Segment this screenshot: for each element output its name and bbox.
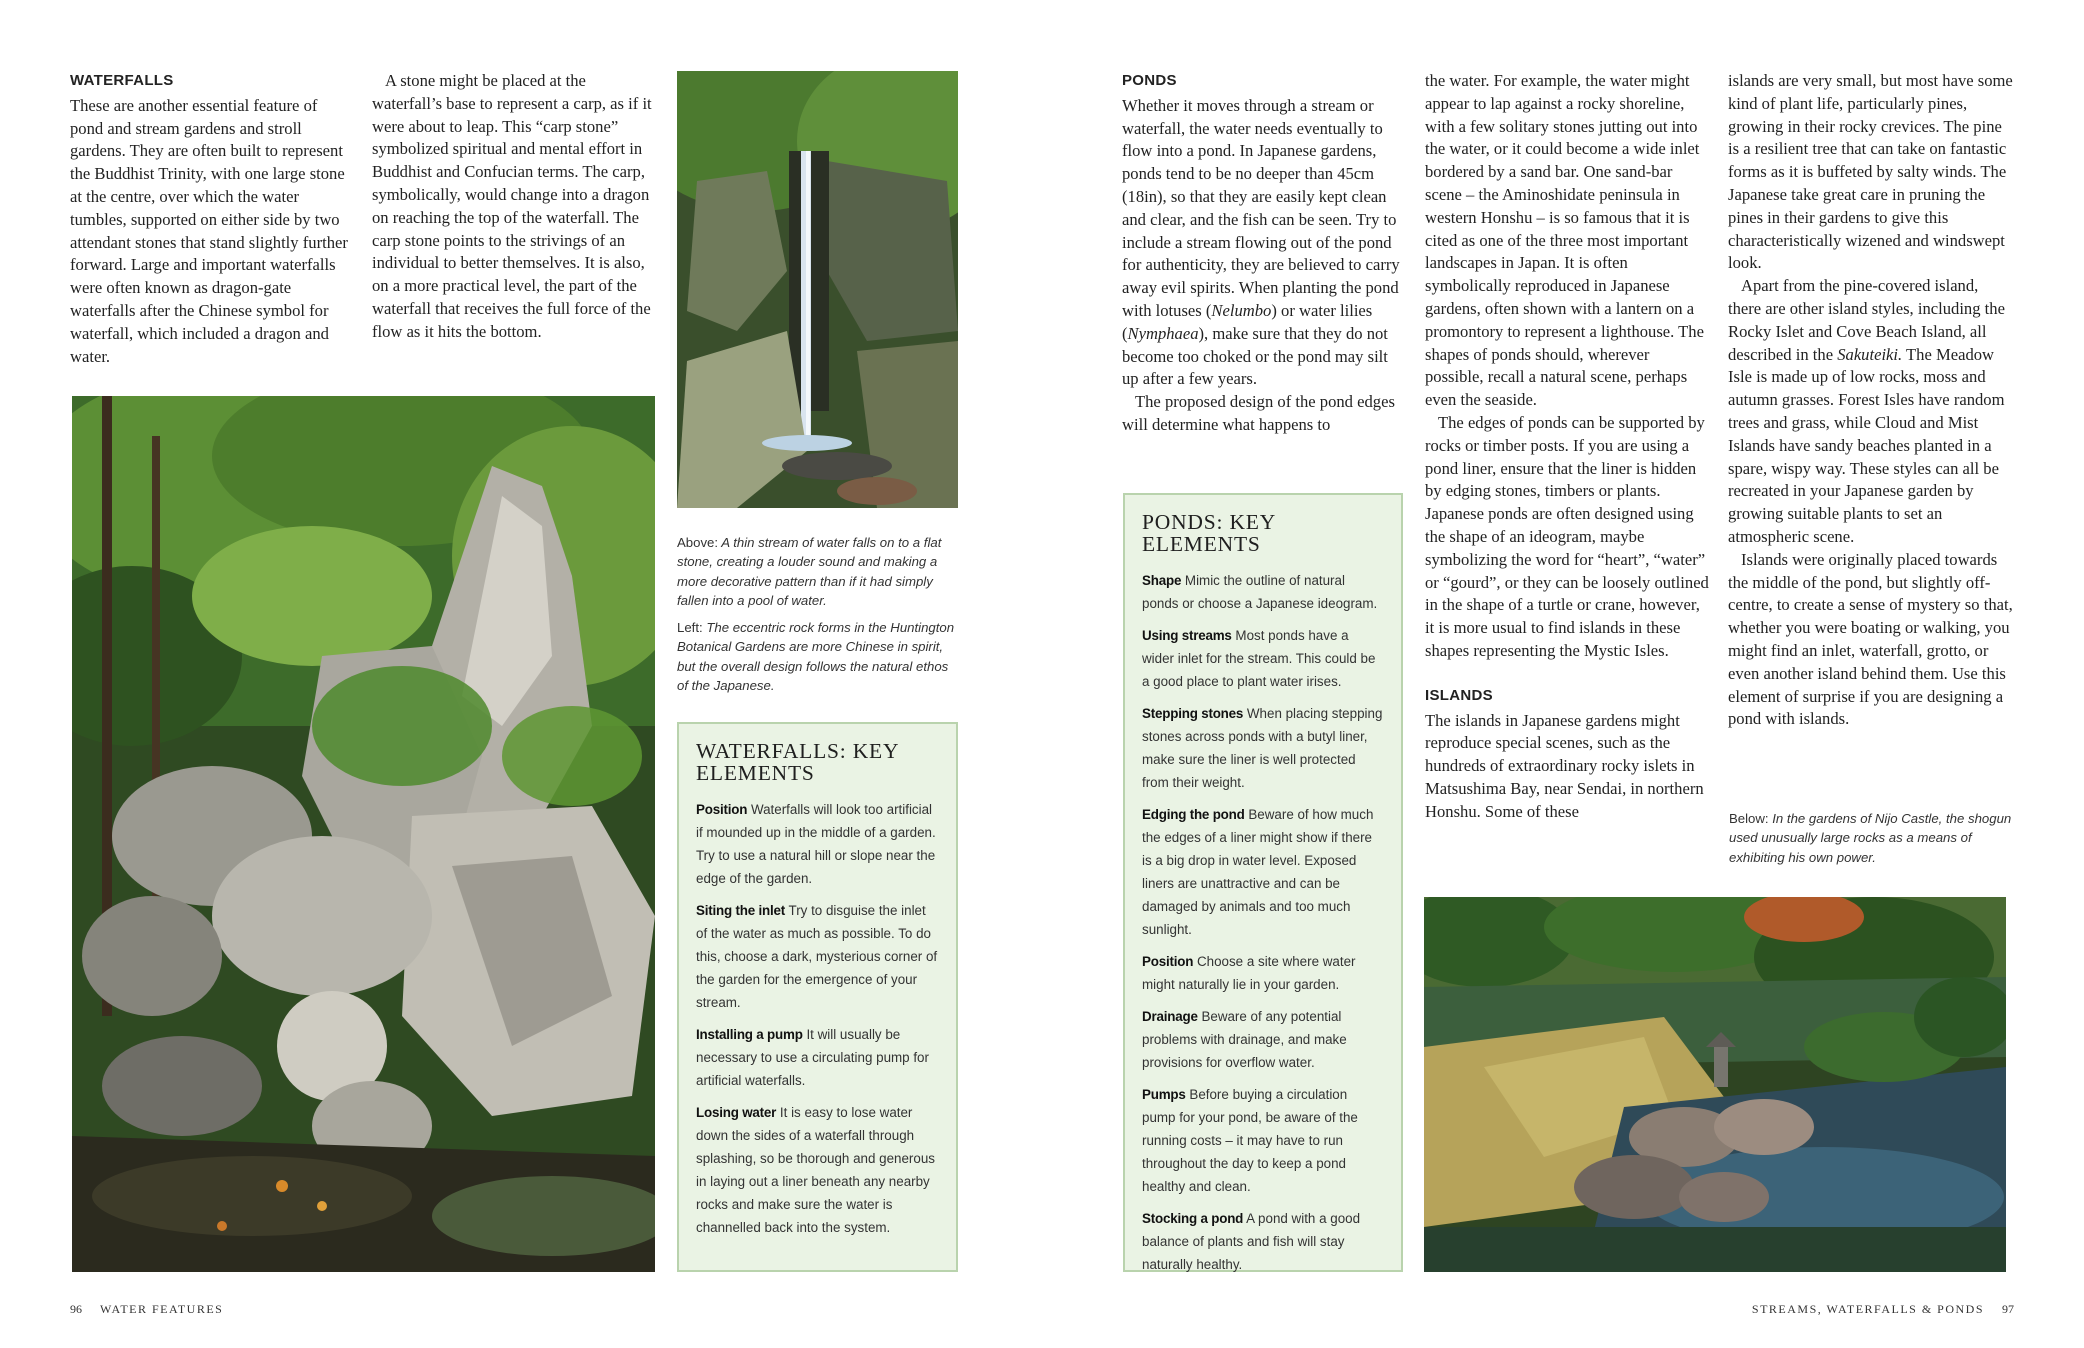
waterfalls-key-item bbox=[696, 798, 939, 890]
key-item-text: Before buying a circulation pump for your pond, be aware of the running costs – it may have to run throughout the day to keep a pond healthy and clean. bbox=[1142, 1087, 1358, 1194]
ponds-text: ) or water lilies ( bbox=[1122, 300, 1373, 343]
key-item-label: Pumps bbox=[1142, 1087, 1186, 1102]
ponds-column-1 bbox=[1122, 70, 1408, 437]
waterfalls-paragraph-2: A stone might be placed at the waterfall’s base to represent a carp, as if it were about to leap. This “carp stone” symbolized spiritual and mental effort in Buddhist and Confucian terms. The carp, symbolically, would change into a dragon on reaching the top of the waterfall. The carp stone points to the strivings of an individual to better themselves. It is also, on a more practical level, the part of the waterfall that receives the full force of the flow as it hits the bottom. bbox=[372, 71, 652, 341]
key-item-label: Position bbox=[1142, 954, 1194, 969]
ponds-box-title bbox=[1142, 511, 1384, 555]
ponds-key-item bbox=[1142, 950, 1384, 996]
waterfalls-key-item bbox=[696, 1023, 939, 1092]
ponds-key-elements-box bbox=[1123, 493, 1403, 1272]
islands-text: Apart from the pine-covered island, there are other island styles, including the Rocky Islet and Cove Beach Island, all described in the bbox=[1728, 276, 2005, 364]
key-item-text: A pond with a good balance of plants and fish will stay naturally healthy. bbox=[1142, 1211, 1361, 1272]
waterfalls-key-item bbox=[696, 1101, 939, 1239]
key-item-label: Position bbox=[696, 802, 748, 817]
key-item-label: Installing a pump bbox=[696, 1027, 803, 1042]
ponds-key-item bbox=[1142, 1207, 1384, 1276]
waterfalls-box-title-line-1: WATERFALLS: KEY bbox=[696, 739, 900, 763]
ponds-key-item bbox=[1142, 1005, 1384, 1074]
ponds-key-item bbox=[1142, 702, 1384, 794]
key-item-text: When placing stepping stones across ponds with a butyl liner, make sure the liner is well protected from their weight. bbox=[1142, 706, 1383, 790]
key-item-text: Most ponds have a wider inlet for the stream. This could be a good place to plant water irises. bbox=[1142, 628, 1376, 689]
caption-left-label: Left: bbox=[677, 620, 703, 636]
caption-left-text: The eccentric rock forms in the Huntington Botanical Gardens are more Chinese in spirit, but the overall design follows the natural ethos of the Japanese. bbox=[677, 620, 955, 694]
islands-text: The Meadow Isle is made up of low rocks, moss and autumn grasses. Forest Isles have random trees and grass, while Cloud and Mist Islands have sandy beaches planted in a spare, wispy way. These styles can all be recreated in your Japanese garden by growing suitable plants to set an atmospheric scene. bbox=[1728, 344, 2005, 546]
key-item-label: Stocking a pond bbox=[1142, 1211, 1244, 1226]
key-item-text: Try to disguise the inlet of the water as much as possible. To do this, choose a dark, mysterious corner of the garden for the emergence of your stream. bbox=[696, 903, 938, 1010]
ponds-paragraph-1 bbox=[1122, 95, 1408, 391]
waterfalls-heading: WATERFALLS bbox=[70, 72, 174, 89]
key-item-label: Drainage bbox=[1142, 1009, 1198, 1024]
caption-below-text: In the gardens of Nijo Castle, the shogun used unusually large rocks as a means of exhibiting his own power. bbox=[1729, 811, 2012, 865]
key-item-text: Mimic the outline of natural ponds or choose a Japanese ideogram. bbox=[1142, 573, 1378, 611]
islands-heading: ISLANDS bbox=[1425, 686, 1493, 704]
ponds-text: Whether it moves through a stream or waterfall, the water needs eventually to flow into a pond. In Japanese gardens, ponds tend to be no deeper than 45cm (18in), so that they are easily kept clean and clear, and the fish can be seen. Try to include a stream flowing out of the pond for authenticity, they are believed to carry away evil spirits. When planting the pond with lotuses ( bbox=[1122, 95, 1400, 320]
thin-waterfall-photo bbox=[677, 71, 958, 508]
key-item-text: It will usually be necessary to use a circulating pump for artificial waterfalls. bbox=[696, 1027, 929, 1088]
caption-above-label: Above: bbox=[677, 535, 719, 550]
key-item-text: Beware of any potential problems with drainage, and make provisions for overflow water. bbox=[1142, 1009, 1347, 1070]
key-item-text: It is easy to lose water down the sides of a waterfall through splashing, so be thorough and generous in laying out a liner beneath any nearby rocks and make sure the water is channelled back into the system. bbox=[696, 1105, 935, 1235]
ponds-column-2 bbox=[1425, 70, 1710, 824]
ponds-italic-term: Nymphaea bbox=[1127, 323, 1199, 343]
waterfalls-column-1 bbox=[70, 70, 352, 368]
right-page-number: 97 bbox=[2002, 1302, 2014, 1316]
waterfalls-paragraph-1: These are another essential feature of pond and stream gardens and stroll gardens. They are often built to represent the Buddhist Trinity, with one large stone at the centre, over which the water tumbles, supported on either side by two attendant stones that stand slightly further forward. Large and important waterfalls were often known as dragon-gate waterfalls after the Chinese symbol for waterfall, which included a dragon and water. bbox=[70, 95, 348, 366]
ponds-box-title-line-1: PONDS: KEY bbox=[1142, 510, 1277, 534]
ponds-paragraph-4: The edges of ponds can be supported by rocks or timber posts. If you are using a pond liner, ensure that the liner is hidden by edging stones, timbers or plants. Japanese ponds are often designed using the shape of an ideogram, maybe symbolizing the word for “heart”, “water” or “gourd”, or they can be loosely outlined in the shape of a turtle or crane, however, it is more usual to find islands in these shapes representing the Mystic Isles. bbox=[1425, 412, 1709, 660]
key-item-label: Stepping stones bbox=[1142, 706, 1244, 721]
caption-above-text: A thin stream of water falls on to a flat stone, creating a louder sound and making a more decorative pattern than if it had simply fallen into a pool of water. bbox=[677, 535, 942, 608]
waterfalls-column-2 bbox=[372, 70, 654, 344]
ponds-box-title-line-2: ELEMENTS bbox=[1142, 532, 1261, 556]
islands-paragraph-3 bbox=[1728, 275, 2014, 549]
ponds-key-item bbox=[1142, 1083, 1384, 1198]
key-item-text: Choose a site where water might naturally lie in your garden. bbox=[1142, 954, 1356, 992]
key-item-label: Edging the pond bbox=[1142, 807, 1245, 822]
key-item-label: Losing water bbox=[696, 1105, 777, 1120]
islands-paragraph-4: Islands were originally placed towards the middle of the pond, but slightly off-centre, to create a sense of mystery so that, whether you were boating or walking, you might find an inlet, waterfall, grotto, or even another island behind them. Use this element of surprise if you are designing a pond with islands. bbox=[1728, 549, 2013, 729]
key-item-text: Beware of how much the edges of a liner might show if there is a big drop in water level. Exposed liners are unattractive and can be damaged by animals and too much sunlight. bbox=[1142, 807, 1374, 937]
ponds-key-item bbox=[1142, 803, 1384, 941]
islands-paragraph-1: The islands in Japanese gardens might reproduce special scenes, such as the hundreds of extraordinary rocky islets in Matsushima Bay, near Sendai, in northern Honshu. Some of these bbox=[1425, 710, 1704, 821]
ponds-italic-term: Nelumbo bbox=[1211, 300, 1272, 320]
key-item-label: Using streams bbox=[1142, 628, 1232, 643]
waterfalls-key-item bbox=[696, 899, 939, 1014]
huntington-rock-garden-photo bbox=[72, 396, 655, 1272]
islands-column-3 bbox=[1728, 70, 2014, 731]
left-running-head: WATER FEATURES bbox=[100, 1302, 224, 1316]
islands-paragraph-2: islands are very small, but most have some kind of plant life, particularly pines, growing in their rocky crevices. The pine is a resilient tree that can take on fantastic forms as it is buffeted by salty winds. The Japanese take great care in pruning the pines in their gardens to give this characteristically wizened and windswept look. bbox=[1728, 71, 2013, 273]
waterfalls-box-title-line-2: ELEMENTS bbox=[696, 761, 815, 785]
caption-below-label: Below: bbox=[1729, 811, 1769, 826]
waterfalls-box-title bbox=[696, 740, 939, 784]
caption-below bbox=[1729, 809, 2014, 875]
key-item-text: Waterfalls will look too artificial if mounded up in the middle of a garden. Try to use a natural hill or slope near the edge of the garden. bbox=[696, 802, 936, 886]
ponds-heading: PONDS bbox=[1122, 72, 1177, 89]
islands-italic-term: Sakuteiki. bbox=[1837, 344, 1903, 364]
left-folio bbox=[70, 1302, 223, 1317]
ponds-key-item bbox=[1142, 624, 1384, 693]
right-running-head: STREAMS, WATERFALLS & PONDS bbox=[1751, 1302, 1984, 1316]
waterfalls-key-elements-box bbox=[677, 722, 958, 1272]
nijo-castle-garden-photo bbox=[1424, 897, 2006, 1272]
key-item-label: Siting the inlet bbox=[696, 903, 786, 918]
caption-above bbox=[677, 533, 959, 703]
ponds-paragraph-3: the water. For example, the water might appear to lap against a rocky shoreline, with a few solitary stones jutting out into the water, or it could become a wide inlet bordered by a sand bar. One sand-bar scene – the Aminoshidate peninsula in western Honshu – is so famous that it is cited as one of the three most important landscapes in Japan. It is often symbolically reproduced in Japanese gardens, often shown with a lantern on a promontory to represent a lighthouse. The shapes of ponds should, wherever possible, recall a natural scene, perhaps even the seaside. bbox=[1425, 71, 1704, 410]
ponds-text: ), make sure that they do not become too choked or the pond may silt up after a few years. bbox=[1122, 323, 1388, 389]
key-item-label: Shape bbox=[1142, 573, 1182, 588]
right-folio bbox=[1752, 1302, 2014, 1317]
left-page-number: 96 bbox=[70, 1302, 82, 1316]
ponds-paragraph-2: The proposed design of the pond edges will determine what happens to bbox=[1122, 392, 1395, 434]
ponds-key-item bbox=[1142, 569, 1384, 615]
